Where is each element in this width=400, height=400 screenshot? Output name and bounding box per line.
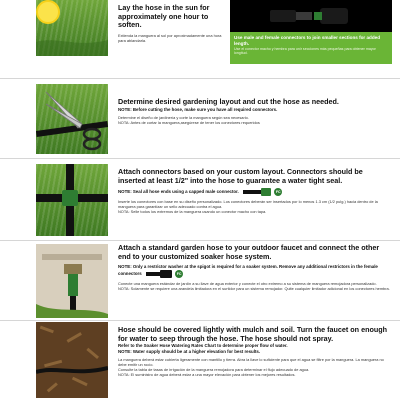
scissors-cutting-hose-photo [36, 84, 108, 154]
step-3-heading: Attach connectors based on your custom layout. Connectors should be inserted at least 1/2" into the hose to guarantee a water tight seal. [118, 167, 363, 185]
callout-spanish: Use el conector macho y hembra para unir secciones más pequeñas para obtener mayor longitud. [234, 46, 376, 56]
sun-on-grass-photo [36, 0, 108, 56]
step-5-note-2: NOTE: Water supply should be at a higher elevation for best results. [118, 348, 261, 354]
step-2-note: NOTE: Before cutting the hose, make sure you have all required connectors. [118, 106, 278, 112]
step-5-spanish-2: Consulte la tabla de tasas de irrigación de la manguera remojadora para determinar el flujo adecuado de agua. [118, 367, 310, 373]
connector-tip-callout [230, 0, 392, 64]
capped-connector-icon [243, 188, 271, 196]
divider [0, 240, 400, 241]
divider [0, 158, 400, 159]
step-2-spanish-note: NOTA: Antes de cortar la manguera,asegúrese de tener los conectores requeridos [118, 120, 260, 126]
step-5 [0, 322, 400, 400]
step-1 [0, 0, 400, 72]
faucet-connection-photo [36, 244, 108, 318]
step-5-spanish-note: NOTA: El suministro de agua deberá estar a una mayor elevación para obtener los mejores resultados. [118, 372, 296, 378]
fc-badge-icon: FC [275, 190, 281, 195]
callout-heading: Use male and female connectors to join smaller sections for added length. [234, 35, 381, 46]
divider [0, 320, 400, 321]
step-4-heading: Attach a standard garden hose to your outdoor faucet and connect the other end to your customized soaker hose system. [118, 243, 380, 261]
step-2-heading: Determine desired gardening layout and cut the hose as needed. [118, 97, 339, 106]
fc-badge-icon: FC [176, 271, 182, 276]
step-1-heading: Lay the hose in the sun for approximately one hour to soften. [118, 3, 210, 30]
restrictor-washer-icon [146, 270, 172, 278]
step-2 [0, 80, 400, 158]
step-4 [0, 242, 400, 320]
step-4-note: NOTE: Only a restrictor washer at the spigot is required for a soaker system. Remove any additional restrictors in the female connectors [118, 264, 378, 276]
step-4-spanish: Conecte una manguera estándar de jardín a su llave de agua exterior y conecte el otro extremo a su sistema de manguera remojadora personalizado. [118, 280, 377, 286]
mulch-covered-hose-photo [36, 322, 108, 398]
step-2-spanish: Determine el diseño de jardinería y corte la manguera según sea necesario. [118, 115, 249, 121]
step-3-note: NOTE: Seal all hose ends using a capped male connector. [118, 189, 239, 195]
step-5-note: Refer to the Soaker Hose Watering Rates Chart to determine proper flow of water. [118, 343, 288, 349]
step-3-spanish: Inserte los conectores con base en su diseño personalizado. Los conectores deberán ser insertados por lo menos 1.3 cm (1/2 pulg.) hacia dentro de la manguera para garantizar un sello adecuado contra el agua. [118, 199, 378, 210]
step-5-spanish: La manguera deberá estar cubierta ligeramente con mantillo y tierra. Abra la llave lo suficiente para que el agua se filtre por la manguera. La manguera no debe emitir un rocío. [118, 357, 384, 368]
divider [0, 78, 400, 79]
step-1-spanish: Extienda la manguera al sol por aproximadamente una hora para ablandarla. [118, 32, 222, 43]
step-5-heading: Hose should be covered lightly with mulch and soil. Turn the faucet on enough for water to seep through the hose. The hose should not spray. [118, 325, 388, 343]
connector-on-hose-photo [36, 164, 108, 236]
step-4-spanish-note: NOTA: Solamente se requiere una arandela limitadora en el surtidor para un sistema remojador. Quite cualquier limitador adicional en los conectores hembra. [118, 285, 390, 291]
step-3 [0, 160, 400, 238]
connector-photo [230, 0, 392, 32]
step-3-spanish-note: NOTA: Selle todos los extremos de la manguera usando un conector macho con tapa. [118, 209, 267, 215]
